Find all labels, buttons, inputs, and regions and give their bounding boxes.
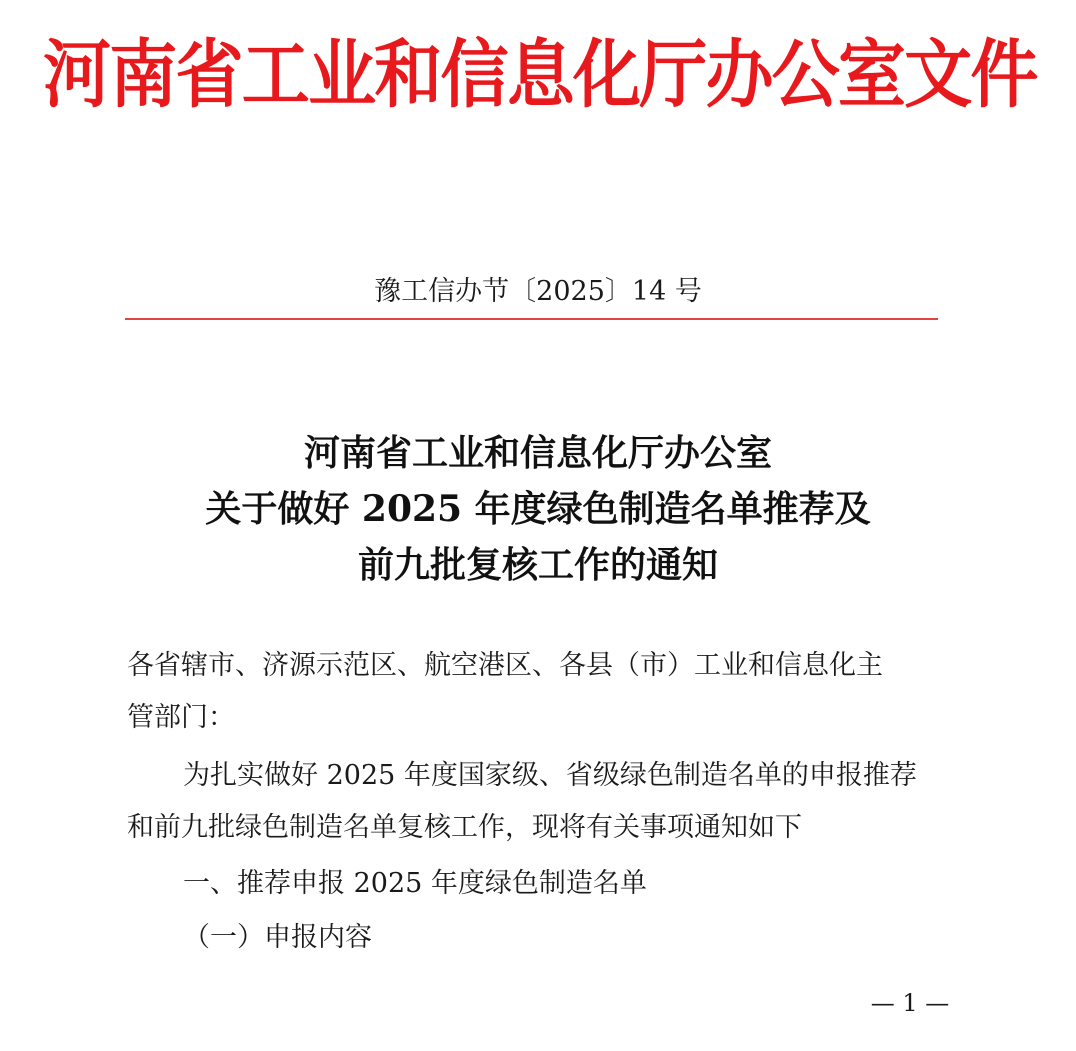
- section-1-heading: 一、推荐申报 2025 年度绿色制造名单: [183, 868, 647, 899]
- subject-line-1: 河南省工业和信息化厅办公室: [303, 432, 772, 474]
- paragraph-1-line-1: 为扎实做好 2025 年度国家级、省级绿色制造名单的申报推荐: [183, 760, 917, 791]
- red-separator-rule: [125, 318, 938, 320]
- subject-line-3: 前九批复核工作的通知: [357, 544, 718, 586]
- subject-line-2: 关于做好 2025 年度绿色制造名单推荐及: [205, 488, 871, 530]
- paragraph-1-line-2: 和前九批绿色制造名单复核工作，现将有关事项通知如下: [127, 812, 802, 843]
- document-subject: [0, 425, 1076, 593]
- addressee-line-1: 各省辖市、济源示范区、航空港区、各县（市）工业和信息化主: [127, 650, 883, 681]
- document-number: 豫工信办节〔2025〕14 号: [374, 276, 702, 307]
- subsection-1-heading: （一）申报内容: [183, 922, 372, 953]
- addressee-line-2: 管部门：: [127, 702, 235, 733]
- issuer-header-title: 河南省工业和信息化厅办公室文件: [43, 32, 1037, 118]
- page-number: — 1 —: [870, 989, 950, 1017]
